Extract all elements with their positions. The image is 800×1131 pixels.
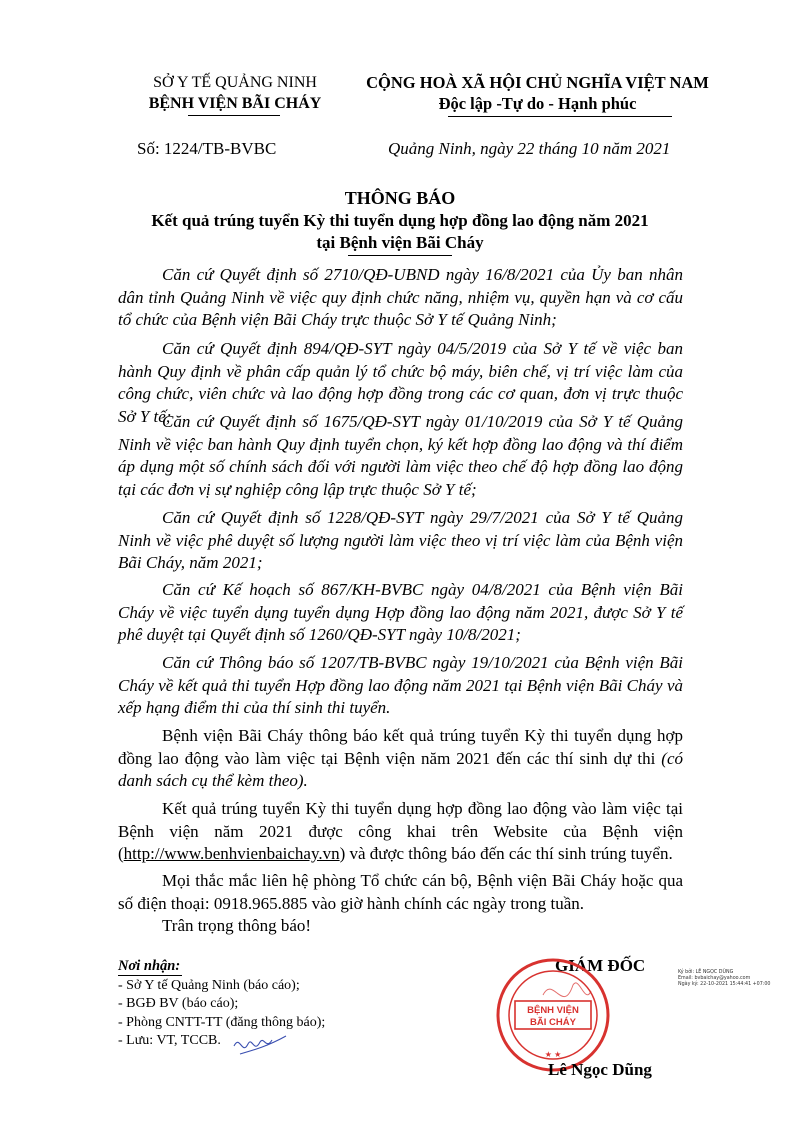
recipient-item: - BGĐ BV (báo cáo); [118,996,239,1012]
org-underline [188,115,280,116]
recipients-heading: Nơi nhận [118,958,176,974]
paragraph-basis-4: Căn cứ Quyết định số 1228/QĐ-SYT ngày 29/7/2021 của Sở Y tế Quảng Ninh về việc phê duyệt số lượng người làm việc theo vị trí việc làm của Bệnh viện Bãi Cháy, năm 2021; [118,508,683,572]
recipient-item: - Phòng CNTT-TT (đăng thông báo); [118,1014,326,1030]
paragraph-closing: Trân trọng thông báo! [162,916,312,935]
doc-title: THÔNG BÁO [344,188,456,208]
digsig-line: Ký bởi: LÊ NGỌC DŨNG [678,970,734,975]
paragraph-contact: Mọi thắc mắc liên hệ phòng Tổ chức cán bộ, Bệnh viện Bãi Cháy hoặc qua số điện thoại: 0918.965.885 vào giờ hành chính các ngày trong tuần. [118,871,683,913]
issuing-org [110,72,360,114]
digital-signature-info [678,970,788,988]
paragraph-website [118,798,683,866]
title-underline [348,255,452,256]
paragraph-basis-6: Căn cứ Thông báo số 1207/TB-BVBC ngày 19/10/2021 của Bệnh viện Bãi Cháy về kết quả thi tuyển Hợp đồng lao động năm 2021 tại Bệnh viện Bãi Cháy và xếp hạng điểm thi của thí sinh thi tuyển. [118,653,683,717]
doc-subtitle-1: Kết quả trúng tuyển Kỳ thi tuyển dụng hợp đồng lao động năm 2021 [151,211,649,230]
org-line-1: SỞ Y TẾ QUẢNG NINH [153,74,317,91]
digsig-line: Email: bvbaichay@yahoo.com [678,976,751,981]
paragraph-basis-3: Căn cứ Quyết định số 1675/QĐ-SYT ngày 01/10/2019 của Sở Y tế Quảng Ninh về việc ban hành Quy định tuyển chọn, ký kết hợp đồng lao động và thí điểm áp dụng một số chính sách đối với người làm việc theo chế độ hợp đồng lao động tại các đơn vị sự nghiệp công lập trực thuộc Sở Y tế; [118,412,683,499]
signer-title: GIÁM ĐỐC [555,956,646,975]
recipient-item: - Lưu: VT, TCCB. [118,1033,221,1049]
website-text-a: Kết quả trúng tuyển Kỳ thi tuyển dụng hợp đồng lao động vào làm việc tại Bệnh viện năm 2021 được công khai trên Website của Bệnh viện ( [118,799,683,863]
nation-line-1: CỘNG HOÀ XÃ HỘI CHỦ NGHĨA VIỆT NAM [366,73,709,92]
signer-name: Lê Ngọc Dũng [548,1060,652,1079]
paragraph-basis-2: Căn cứ Quyết định 894/QĐ-SYT ngày 04/5/2019 của Sở Y tế về việc ban hành Quy định về phân cấp quản lý tổ chức bộ máy, biên chế, vị trí việc làm của công chức, viên chức và lao động hợp đồng trong các cơ quan, đơn vị trực thuộc Sở Y tế; [118,339,683,426]
paragraph-basis-5: Căn cứ Kế hoạch số 867/KH-BVBC ngày 04/8/2021 của Bệnh viện Bãi Cháy về việc tuyển dụng tuyển dụng Hợp đồng lao động năm 2021, được Sở Y tế phê duyệt tại Quyết định số 1260/QĐ-SYT ngày 10/8/2021; [118,580,683,644]
national-header [355,72,720,114]
announcement-text: Bệnh viện Bãi Cháy thông báo kết quả trúng tuyển Kỳ thi tuyển dụng hợp đồng lao động vào làm việc tại Bệnh viện năm 2021 đến các thí sinh dự thi [118,726,683,768]
recipients-block: Nơi nhận: - Sở Y tế Quảng Ninh (báo cáo); - BGĐ BV (báo cáo); - Phòng CNTT-TT (đăng thông báo); - Lưu: VT, TCCB. [118,957,325,1051]
document-number: Số: 1224/TB-BVBC [137,139,277,158]
recipient-item: - Sở Y tế Quảng Ninh (báo cáo); [118,977,300,993]
website-text-b: ) và được thông báo đến các thí sinh trúng tuyển. [339,844,673,863]
website-link[interactable]: http://www.benhvienbaichay.vn [123,844,340,863]
recipients-heading-underline [118,975,182,976]
digsig-line: Ngày ký: 22-10-2021 15:44:41 +07:00 [678,982,771,987]
nation-underline [448,116,672,117]
svg-text:BỆNH VIỆN: BỆNH VIỆN [527,1005,579,1016]
initials-scribble-icon [230,1028,290,1062]
doc-subtitle-2: tại Bệnh viện Bãi Cháy [316,233,484,252]
paragraph-basis-1: Căn cứ Quyết định số 2710/QĐ-UBND ngày 16/8/2021 của Ủy ban nhân dân tỉnh Quảng Ninh về việc quy định chức năng, nhiệm vụ, quyền hạn và cơ cấu tổ chức của Bệnh viện Bãi Cháy trực thuộc Sở Y tế Quảng Ninh; [118,265,683,329]
org-line-2: BỆNH VIỆN BÃI CHÁY [148,95,322,112]
announcement-note: (có danh sách cụ thể kèm theo). [118,748,683,790]
svg-text:★ ★: ★ ★ [544,1050,562,1059]
svg-text:BÃI CHÁY: BÃI CHÁY [530,1017,576,1028]
paragraph-announcement [118,725,683,793]
nation-line-2: Độc lập -Tự do - Hạnh phúc [438,94,637,113]
document-date: Quảng Ninh, ngày 22 tháng 10 năm 2021 [388,139,671,158]
official-seal-icon [493,955,613,1075]
